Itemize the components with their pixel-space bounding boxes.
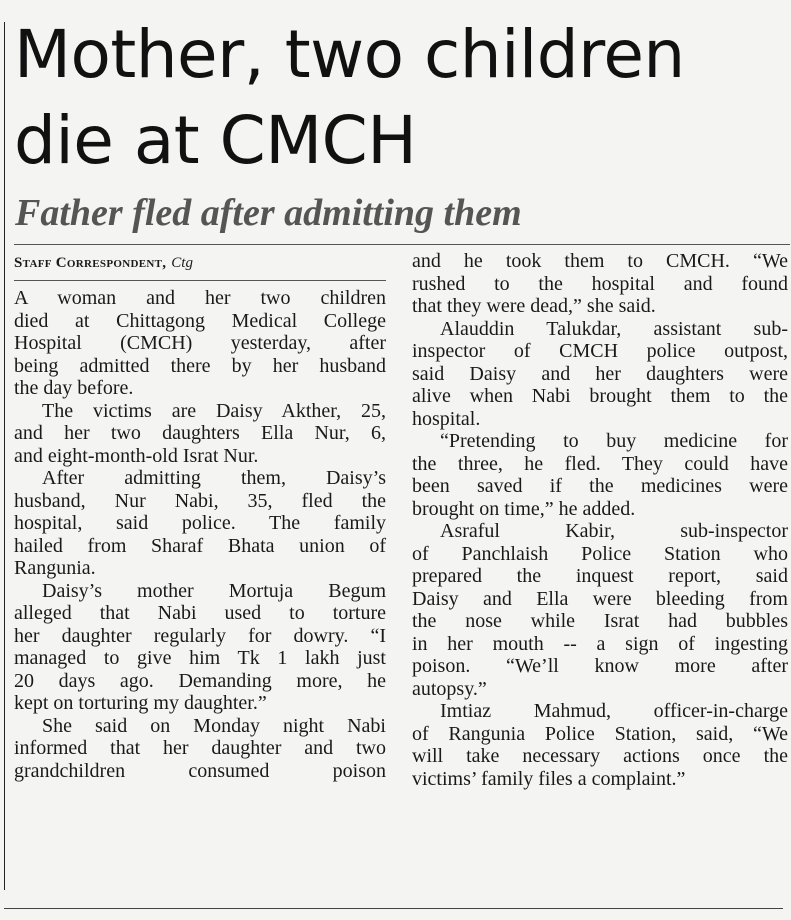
text-line: After admitting them, Daisy’s [42,467,386,489]
left-column-text [14,287,386,782]
text-line: hospital, said police. The family [14,512,386,534]
text-line: A woman and her two children [14,287,386,309]
text-line: husband, Nur Nabi, 35, fled the [14,489,386,512]
text-line: kept on torturing my daughter.” [14,692,267,714]
text-line: the nose while Israt had bubbles [412,610,788,632]
deck-subheadline: Father fled after admitting them [15,192,522,234]
text-line: of Rangunia Police Station, said, “We [412,722,788,745]
byline [14,248,386,278]
text-line: The victims are Daisy Akther, 25, [42,399,386,422]
headline-line-2: die at CMCH [14,102,417,179]
text-line: the three, he fled. They could have [412,452,788,475]
text-line: that they were dead,” she said. [412,295,656,317]
text-line: of Panchlaish Police Station who [412,542,788,565]
bottom-rule [4,908,783,909]
text-line: hospital. [412,407,481,430]
text-line: prepared the inquest report, said [412,565,788,587]
text-line: hailed from Sharaf Bhata union of [14,534,386,557]
byline-rule [14,280,386,281]
text-line: managed to give him Tk 1 lakh just [14,647,386,669]
text-line: died at Chittagong Medical College [14,309,386,332]
text-line: grandchildren consumed poison [14,759,386,782]
text-line: informed that her daughter and two [14,737,386,759]
text-line: will take necessary actions once the [412,745,788,767]
text-line: Asraful Kabir, sub-inspector [440,520,788,542]
deck-rule [14,244,790,245]
text-line: alleged that Nabi used to torture [14,602,386,624]
text-line: her daughter regularly for dowry. “I [14,624,386,647]
right-column-text [412,250,788,790]
text-line: inspector of CMCH police outpost, [412,340,788,362]
text-line: and he took them to CMCH. “We [412,250,788,272]
text-line: “Pretending to buy medicine for [440,430,788,452]
text-line: 20 days ago. Demanding more, he [14,669,386,692]
headline-line-1: Mother, two children [14,16,685,93]
text-line: and her two daughters Ella Nur, 6, [14,422,386,444]
article-column-left [14,246,386,782]
text-line: and eight-month-old Israt Nur. [14,444,259,467]
text-line: Alauddin Talukdar, assistant sub- [440,317,788,340]
text-line: alive when Nabi brought them to the [412,385,788,407]
text-line: victims’ family files a complaint.” [412,767,686,790]
left-column-rule [4,22,5,890]
text-line: Daisy’s mother Mortuja Begum [42,579,386,602]
article-column-right [412,246,788,790]
text-line: being admitted there by her husband [14,354,386,377]
text-line: Imtiaz Mahmud, officer-in-charge [440,700,788,722]
headline [14,12,774,184]
text-line: Daisy and Ella were bleeding from [412,587,788,610]
text-line: She said on Monday night Nabi [42,714,386,737]
text-line: autopsy.” [412,677,487,700]
text-line: poison. “We’ll know more after [412,655,788,677]
byline-author: Staff Correspondent, [14,254,167,271]
text-line: rushed to the hospital and found [412,272,788,295]
byline-location: Ctg [171,254,193,271]
text-line: in her mouth -- a sign of ingesting [412,632,788,655]
text-line: said Daisy and her daughters were [412,362,788,385]
text-line: brought on time,” he added. [412,497,636,520]
text-line: Rangunia. [14,557,96,579]
text-line: Hospital (CMCH) yesterday, after [14,332,386,354]
text-line: been saved if the medicines were [412,475,788,497]
text-line: the day before. [14,377,134,399]
